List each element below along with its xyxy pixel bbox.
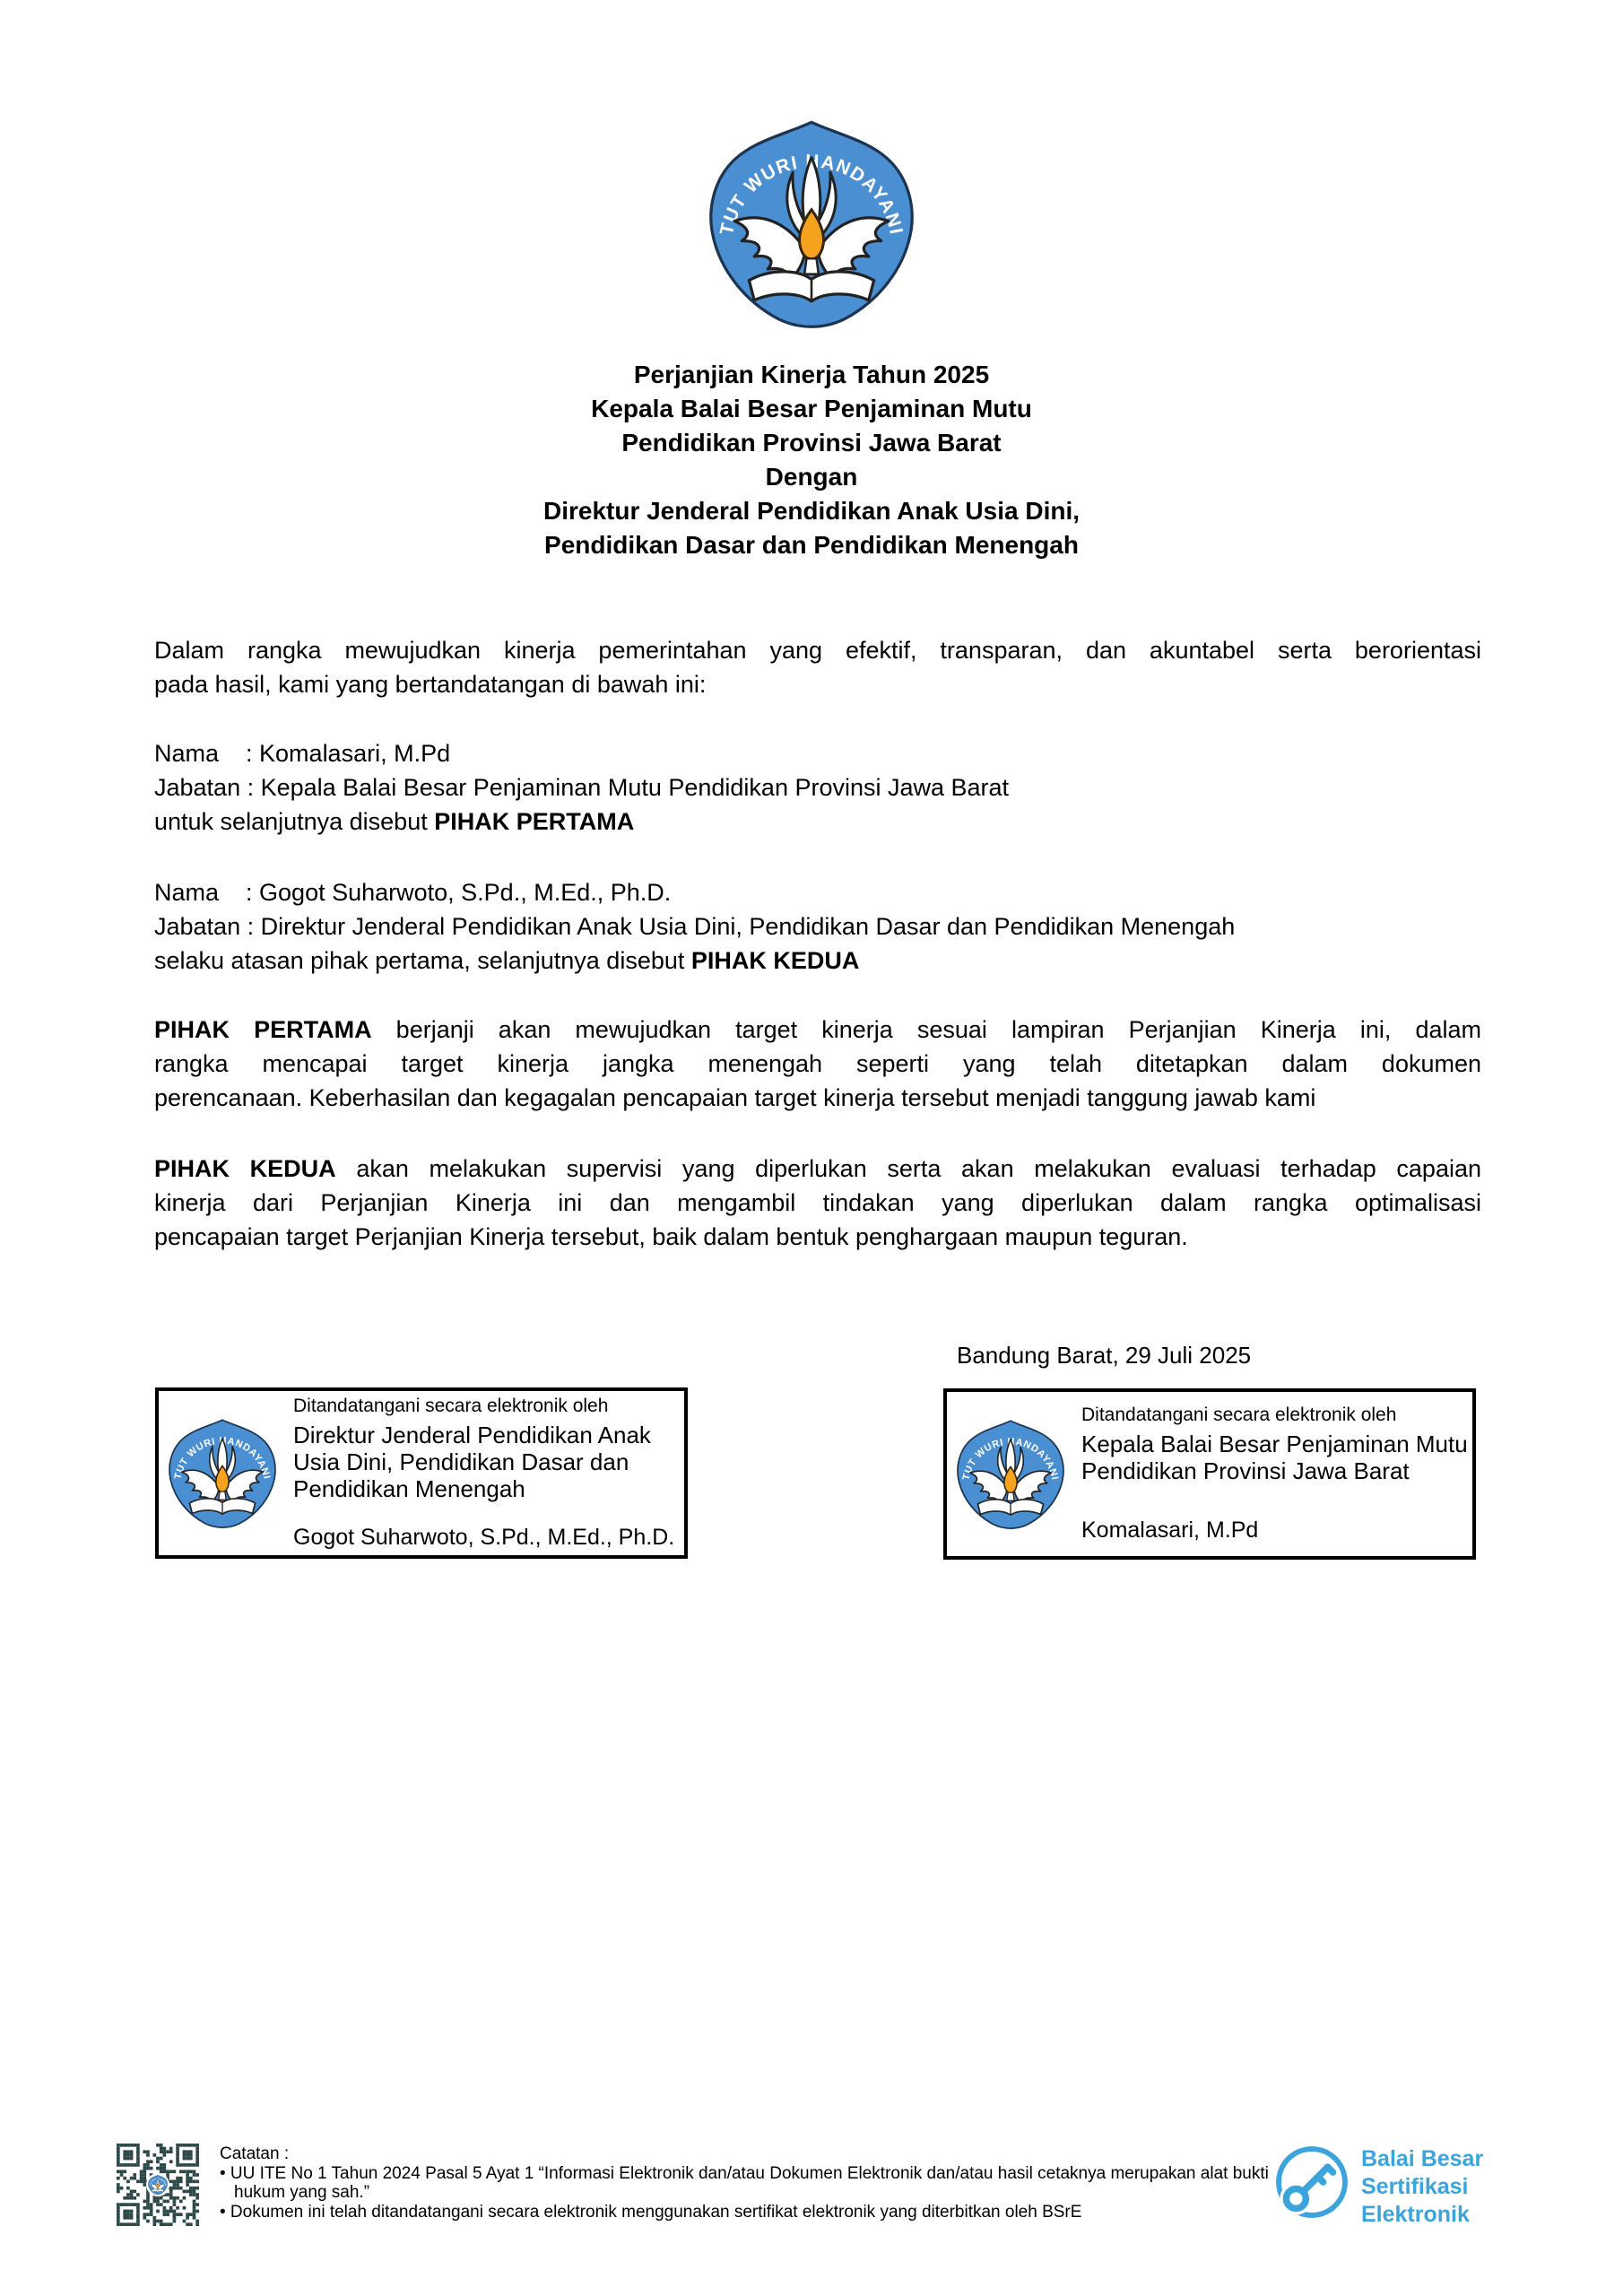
title-line: Kepala Balai Besar Penjaminan Mutu [591, 395, 1032, 422]
note-line: • UU ITE No 1 Tahun 2024 Pasal 5 Ayat 1 “Informasi Elektronik dan/atau Dokumen Elektronik dan/atau hasil cetaknya merupakan alat bukti [220, 2163, 1269, 2183]
title-line: Dengan [765, 463, 858, 491]
signature-text-right [1081, 1405, 1468, 1544]
party2-nama: Nama : Gogot Suharwoto, S.Pd., M.Ed., Ph.D. [154, 879, 672, 906]
signature-box-right [943, 1388, 1476, 1560]
pihak-kedua-paragraph [154, 1152, 1481, 1254]
paragraph-line: kinerja dari Perjanjian Kinerja ini dan mengambil tindakan yang diperlukan dalam rangka optimalisasi [154, 1189, 1481, 1216]
signed-electronically-label: Ditandatangani secara elektronik oleh [1081, 1405, 1397, 1425]
pihak-pertama-paragraph [154, 1013, 1481, 1115]
bsre-logo [1274, 2144, 1483, 2229]
signer-role: Direktur Jenderal Pendidikan Anak [293, 1422, 651, 1448]
signature-box-left [155, 1387, 688, 1559]
title-line: Direktur Jenderal Pendidikan Anak Usia Dini, [542, 497, 1081, 525]
note-line: hukum yang sah.” [234, 2183, 370, 2202]
signer-role: Pendidikan Menengah [293, 1475, 525, 1502]
document-title [0, 358, 1623, 562]
paragraph-line [154, 1013, 1481, 1047]
party1-identity [154, 736, 1481, 839]
paragraph-text: akan melakukan supervisi yang diperlukan serta akan melakukan evaluasi terhadap capaian [335, 1155, 1481, 1182]
party1-closing [154, 804, 1481, 839]
signature-date: Bandung Barat, 29 Juli 2025 [957, 1342, 1252, 1369]
title-line: Pendidikan Provinsi Jawa Barat [621, 429, 1002, 457]
tut-wuri-handayani-logo [956, 1419, 1065, 1530]
party1-jabatan: Jabatan : Kepala Balai Besar Penjaminan Mutu Pendidikan Provinsi Jawa Barat [154, 774, 1010, 801]
title-line: Perjanjian Kinerja Tahun 2025 [633, 361, 990, 388]
signer-role: Kepala Balai Besar Penjaminan Mutu [1081, 1431, 1468, 1457]
notes-title: Catatan : [220, 2144, 290, 2163]
signer-name: Gogot Suharwoto, S.Pd., M.Ed., Ph.D. [293, 1525, 675, 1550]
paragraph-line: pencapaian target Perjanjian Kinerja tersebut, baik dalam bentuk penghargaan maupun teguran. [154, 1223, 1188, 1250]
bsre-key-icon [1274, 2144, 1350, 2220]
party1-nama: Nama : Komalasari, M.Pd [154, 740, 451, 767]
bsre-logo-text [1361, 2144, 1483, 2229]
party2-designation: PIHAK KEDUA [690, 947, 860, 974]
paragraph-line: perencanaan. Keberhasilan dan kegagalan pencapaian target kinerja tersebut menjadi tanggung jawab kami [154, 1084, 1316, 1111]
party1-designation: PIHAK PERTAMA [434, 808, 635, 835]
note-line: • Dokumen ini telah ditandatangani secara elektronik menggunakan sertifikat elektronik yang diterbitkan oleh BSrE [220, 2202, 1082, 2222]
party2-jabatan: Jabatan : Direktur Jenderal Pendidikan Anak Usia Dini, Pendidikan Dasar dan Pendidikan Menengah [154, 913, 1236, 940]
intro-line: Dalam rangka mewujudkan kinerja pemerintahan yang efektif, transparan, dan akuntabel serta berorientasi [154, 637, 1481, 664]
tut-wuri-handayani-logo [707, 120, 916, 328]
intro-line: pada hasil, kami yang bertandatangan di bawah ini: [154, 671, 707, 698]
paragraph-line: rangka mencapai target kinerja jangka menengah seperti yang telah ditetapkan dalam dokumen [154, 1050, 1481, 1077]
title-line: Pendidikan Dasar dan Pendidikan Menengah [544, 531, 1079, 559]
paragraph-line [154, 1152, 1481, 1186]
bsre-text-line: Balai Besar [1361, 2146, 1484, 2171]
qr-code [117, 2144, 199, 2226]
footer-notes [220, 2144, 1269, 2222]
signature-text-left [293, 1396, 674, 1551]
party2-closing-text: selaku atasan pihak pertama, selanjutnya disebut [154, 947, 691, 974]
signed-electronically-label: Ditandatangani secara elektronik oleh [293, 1396, 609, 1416]
party2-identity [154, 875, 1481, 978]
signer-role: Usia Dini, Pendidikan Dasar dan [293, 1448, 629, 1475]
party2-closing [154, 944, 1481, 978]
bsre-text-line: Elektronik [1361, 2202, 1470, 2227]
signer-role: Pendidikan Provinsi Jawa Barat [1081, 1457, 1410, 1484]
intro-paragraph [154, 633, 1481, 701]
party1-closing-text: untuk selanjutnya disebut [154, 808, 435, 835]
pihak-pertama-label: PIHAK PERTAMA [154, 1016, 372, 1043]
bsre-text-line: Sertifikasi [1361, 2174, 1469, 2199]
tut-wuri-handayani-logo [168, 1418, 277, 1529]
paragraph-text: berjanji akan mewujudkan target kinerja sesuai lampiran Perjanjian Kinerja ini, dalam [371, 1016, 1481, 1043]
signer-name: Komalasari, M.Pd [1081, 1518, 1259, 1543]
pihak-kedua-label: PIHAK KEDUA [154, 1155, 336, 1182]
